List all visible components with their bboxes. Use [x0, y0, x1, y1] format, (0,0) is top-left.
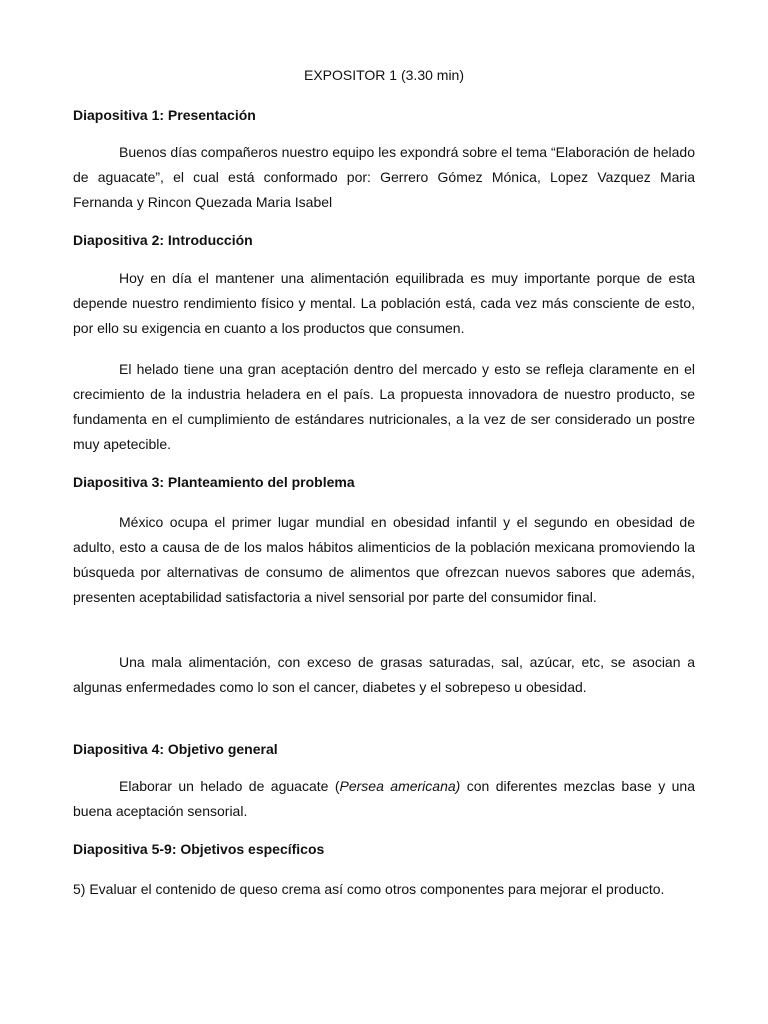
section-heading-objetivos-especificos: Diapositiva 5-9: Objetivos específicos — [73, 841, 325, 857]
paragraph-planteamiento-2: Una mala alimentación, con exceso de grasas saturadas, sal, azúcar, etc, se asocian a algunas enfermedades como lo son el cancer, diabetes y el sobrepeso u obesidad. — [73, 654, 695, 695]
objetivo-text-after: con diferentes mezclas base y una buena aceptación sensorial. — [73, 778, 695, 819]
paragraph-planteamiento-1: México ocupa el primer lugar mundial en obesidad infantil y el segundo en obesidad de adulto, esto a causa de de los malos hábitos alimenticios de la población mexicana promoviendo la búsqueda por alternativas de consumo de alimentos que ofrezcan nuevos sabores que además, presenten aceptabilidad satisfactoria a nivel sensorial por parte del consumidor final. — [73, 514, 695, 605]
paragraph-objetivo-general — [73, 774, 695, 824]
species-name-italic: Persea americana) — [339, 778, 461, 794]
section-heading-introduccion: Diapositiva 2: Introducción — [73, 232, 253, 248]
section-heading-objetivo-general: Diapositiva 4: Objetivo general — [73, 741, 278, 757]
document-title: EXPOSITOR 1 (3.30 min) — [303, 67, 464, 83]
paragraph-introduccion-2: El helado tiene una gran aceptación dentro del mercado y esto se refleja claramente en el crecimiento de la industria heladera en el país. La propuesta innovadora de nuestro producto, se fundamenta en el cumplimiento de estándares nutricionales, a la vez de ser considerado un postre muy apetecible. — [73, 361, 695, 452]
section-heading-planteamiento: Diapositiva 3: Planteamiento del problema — [73, 474, 355, 490]
paragraph-presentacion: Buenos días compañeros nuestro equipo les expondrá sobre el tema “Elaboración de helado de aguacate”, el cual está conformado por: Gerrero Gómez Mónica, Lopez Vazquez Maria Fernanda y Rincon Quezada Maria Isabel — [73, 144, 695, 210]
section-heading-presentacion: Diapositiva 1: Presentación — [73, 107, 256, 123]
paragraph-introduccion-1: Hoy en día el mantener una alimentación equilibrada es muy importante porque de esta depende nuestro rendimiento físico y mental. La población está, cada vez más consciente de esto, por ello su exigencia en cuanto a los productos que consumen. — [73, 270, 695, 336]
objetivo-text-before: Elaborar un helado de aguacate ( — [119, 778, 340, 794]
list-item-objetivo-5: 5) Evaluar el contenido de queso crema así como otros componentes para mejorar el producto. — [73, 881, 665, 897]
